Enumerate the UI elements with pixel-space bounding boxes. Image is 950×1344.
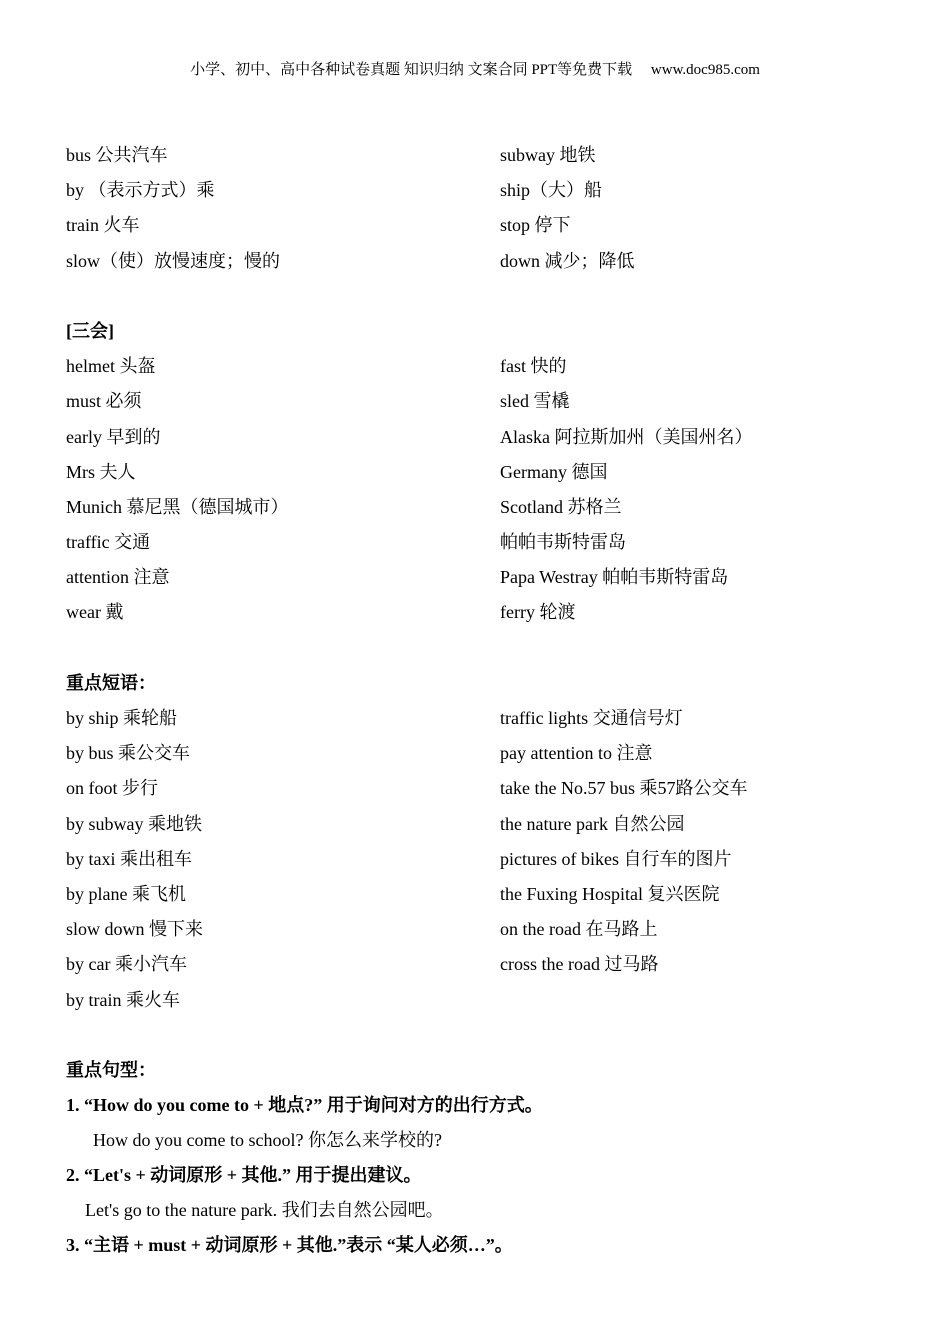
phrase-item: by subway 乘地铁	[66, 813, 202, 834]
phrase-item: by bus 乘公交车	[66, 743, 191, 764]
vocab-item: helmet 头盔	[66, 356, 156, 377]
page-header: 小学、初中、高中各种试卷真题 知识归纳 文案合同 PPT等免费下载 www.doc985.com	[190, 62, 760, 78]
phrase-item: take the No.57 bus 乘57路公交车	[500, 778, 748, 799]
vocab-item: traffic 交通	[66, 532, 151, 553]
sentence-example: Let's go to the nature park. 我们去自然公园吧。	[85, 1200, 444, 1221]
phrase-item: by ship 乘轮船	[66, 708, 178, 728]
vocab-item: slow（使）放慢速度；慢的	[66, 250, 281, 271]
vocab-item: Mrs 夫人	[66, 461, 136, 482]
vocab-item: Germany 德国	[500, 461, 608, 482]
vocab-item: Scotland 苏格兰	[500, 496, 622, 517]
phrase-item: by train 乘火车	[66, 989, 180, 1010]
vocab-item: down 减少；降低	[500, 250, 635, 271]
phrase-item: pay attention to 注意	[500, 743, 653, 764]
phrase-item: on foot 步行	[66, 778, 158, 799]
vocab-three-heading: [三会]	[66, 320, 114, 341]
vocab-item: Papa Westray 帕帕韦斯特雷岛	[500, 567, 729, 588]
vocab-three-grid	[66, 349, 886, 631]
vocab-item: fast 快的	[500, 356, 567, 377]
vocab-basic-grid	[66, 138, 886, 279]
vocab-item: train 火车	[66, 215, 140, 236]
phrase-item: the nature park 自然公园	[500, 813, 685, 834]
sentence-rule: 1. “How do you come to + 地点?” 用于询问对方的出行方式。	[66, 1095, 543, 1116]
sentences-heading: 重点句型：	[66, 1059, 156, 1080]
vocab-item: Alaska 阿拉斯加州（美国州名）	[500, 426, 753, 447]
vocab-item: ferry 轮渡	[500, 602, 576, 623]
phrase-item: cross the road 过马路	[500, 954, 659, 975]
phrase-item: the Fuxing Hospital 复兴医院	[500, 883, 720, 904]
vocab-item: Munich 慕尼黑（德国城市）	[66, 496, 289, 517]
vocab-item: early 早到的	[66, 426, 161, 447]
phrase-item: on the road 在马路上	[500, 919, 658, 940]
vocab-item: ship（大）船	[500, 180, 603, 201]
phrase-item: slow down 慢下来	[66, 919, 204, 940]
vocab-item: bus 公共汽车	[66, 145, 168, 165]
vocab-item: stop 停下	[500, 215, 571, 236]
document-body	[66, 138, 886, 1263]
vocab-item: attention 注意	[66, 567, 170, 588]
phrase-item: by plane 乘飞机	[66, 883, 186, 904]
sentence-example: How do you come to school? 你怎么来学校的?	[93, 1130, 442, 1151]
phrase-item: by car 乘小汽车	[66, 954, 187, 975]
phrase-item: pictures of bikes 自行车的图片	[500, 848, 732, 869]
vocab-item: by （表示方式）乘	[66, 180, 215, 201]
sentence-rule: 3. “主语 + must + 动词原形 + 其他.”表示 “某人必须…”。	[66, 1235, 513, 1256]
phrase-item-empty	[500, 983, 886, 1018]
vocab-item: subway 地铁	[500, 145, 596, 165]
vocab-item: wear 戴	[66, 602, 124, 623]
phrases-heading: 重点短语：	[66, 672, 156, 693]
sentence-rule: 2. “Let's + 动词原形 + 其他.” 用于提出建议。	[66, 1165, 422, 1186]
phrase-item: traffic lights 交通信号灯	[500, 708, 683, 728]
vocab-item: must 必须	[66, 391, 142, 412]
vocab-item: 帕帕韦斯特雷岛	[500, 532, 626, 553]
phrases-grid	[66, 701, 886, 1018]
phrase-item: by taxi 乘出租车	[66, 848, 192, 869]
vocab-item: sled 雪橇	[500, 391, 570, 412]
